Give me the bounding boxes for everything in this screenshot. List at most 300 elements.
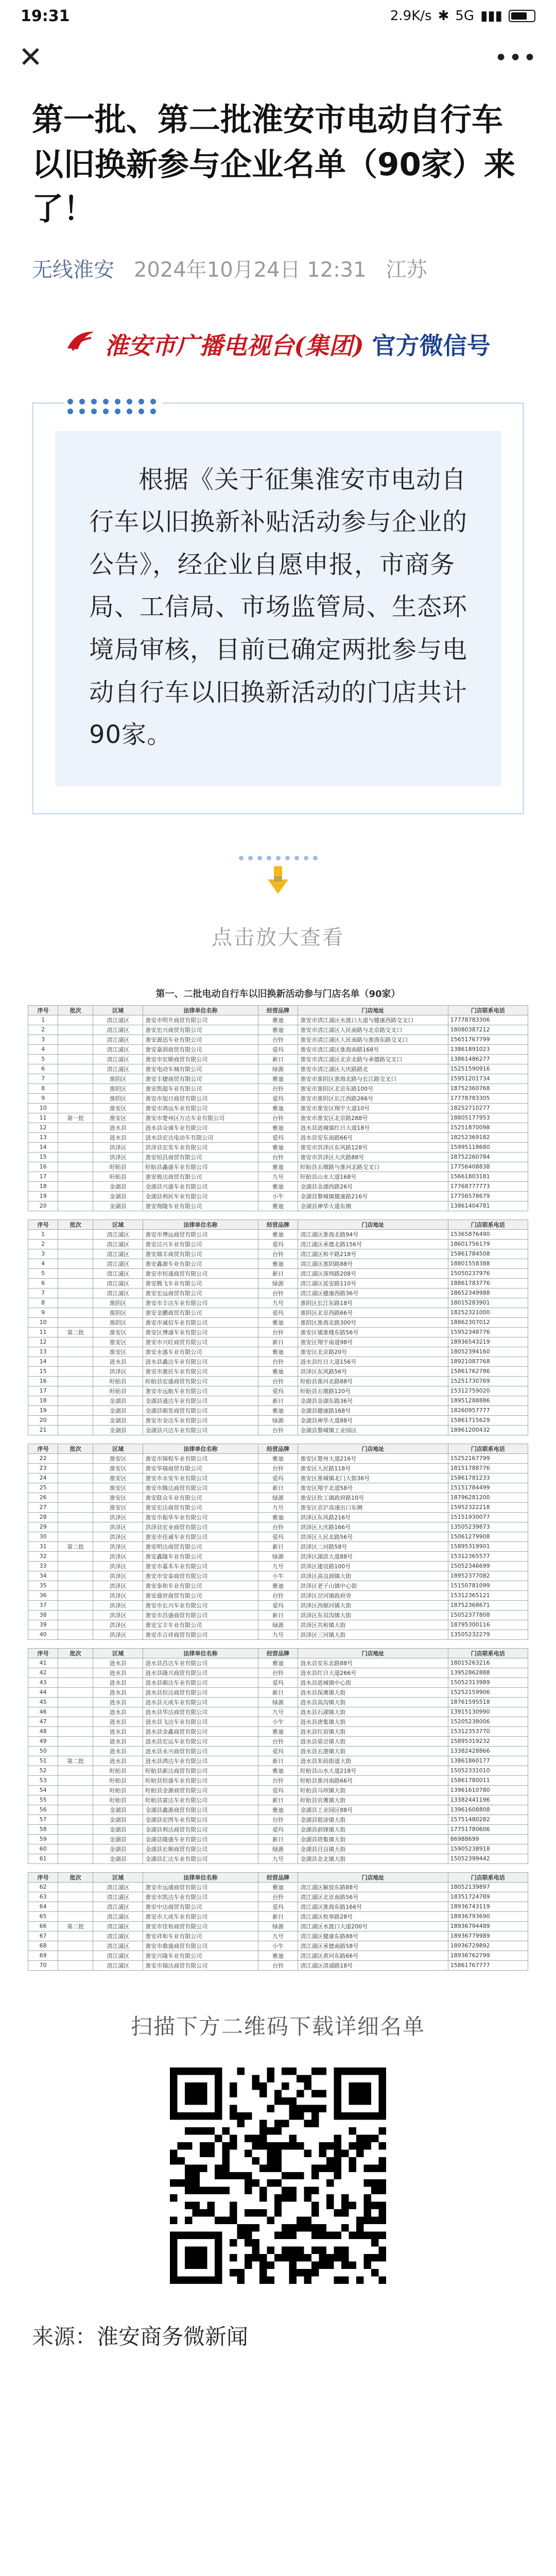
table-row: [28, 1668, 528, 1677]
table-cell: 58: [28, 1824, 58, 1834]
table-row: [28, 1044, 528, 1054]
table-cell: 15895319232: [448, 1736, 528, 1746]
table-row: [28, 1590, 528, 1600]
table-row: [28, 1327, 528, 1337]
table-row: [28, 1425, 528, 1435]
batch-cell: [58, 1074, 93, 1083]
table-cell: 盱眙县五墩路与淮河北路交叉口: [298, 1162, 448, 1172]
batch-cell: [58, 1191, 93, 1201]
status-time: 19:31: [21, 7, 70, 25]
table-cell: 金湖县神华大道东侧: [298, 1201, 448, 1211]
table-cell: 淮安祥和车业有限公司: [143, 1931, 258, 1941]
table-cell: 33: [28, 1561, 58, 1571]
table-cell: 淮安区翔宇南道98号: [298, 1337, 448, 1347]
table-cell: 淮安市锦程车业有限公司: [143, 1453, 258, 1463]
table-cell: 57: [28, 1815, 58, 1824]
table-row: [28, 1366, 528, 1376]
table-row: [28, 1463, 528, 1473]
table-row: [28, 1453, 528, 1463]
table-cell: 金湖县: [93, 1854, 143, 1863]
batch-cell: [58, 1396, 93, 1405]
table-cell: 涟水县: [93, 1357, 143, 1366]
table-cell: 淮安源迅车业有限公司: [143, 1035, 258, 1044]
table-cell: 24: [28, 1473, 58, 1483]
table-cell: 4: [28, 1044, 58, 1054]
batch-cell: [58, 1172, 93, 1181]
batch-cell: [58, 1044, 93, 1054]
table-cell: 淮安华瑞商贸有限公司: [143, 1463, 258, 1473]
table-cell: 3: [28, 1035, 58, 1044]
table-cell: 淮安市淮阴区北京东路100号: [298, 1083, 448, 1093]
table-cell: 淮安宏远商贸有限公司: [143, 1288, 258, 1298]
table-cell: 66: [28, 1921, 58, 1931]
table-cell: 清江浦区健康西路36号: [298, 1288, 448, 1298]
table-cell: 清江浦区: [93, 1902, 143, 1911]
table-cell: 淮安市淮阴区淮海北路与长江路交叉口: [298, 1074, 448, 1083]
batch-cell: [58, 1687, 93, 1697]
table-row: [28, 1532, 528, 1541]
table-cell: 盱眙县山水大道168号: [298, 1172, 448, 1181]
table-cell: 爱玛: [258, 1677, 298, 1687]
table-cell: 25: [28, 1483, 58, 1493]
table-cell: 38: [28, 1610, 58, 1620]
table-cell: 台铃: [258, 1035, 298, 1044]
table-cell: 22: [28, 1453, 58, 1463]
table-cell: 51: [28, 1756, 58, 1766]
table-cell: 17756578679: [448, 1191, 528, 1201]
table-header-cell: 门店联系电话: [448, 1219, 528, 1229]
table-header-cell: 区域: [93, 1872, 143, 1882]
table-cell: 18801558388: [448, 1259, 528, 1268]
table-cell: 淮安市淮安区北京路288号: [298, 1113, 448, 1123]
table-cell: 15312365577: [448, 1551, 528, 1561]
table-cell: 15312353770: [448, 1726, 528, 1736]
table-cell: 金湖县: [93, 1201, 143, 1211]
table-cell: 洪泽区: [93, 1551, 143, 1561]
table-cell: 18936743119: [448, 1902, 528, 1911]
table-cell: 15052377808: [448, 1610, 528, 1620]
batch-cell: [58, 1152, 93, 1162]
table-cell: 13861404781: [448, 1201, 528, 1211]
table-cell: 15661803181: [448, 1172, 528, 1181]
table-cell: 盱眙县马坝镇大街: [298, 1785, 448, 1795]
table-cell: 雅迪: [258, 1581, 298, 1590]
table-row: [28, 1551, 528, 1561]
table-header-cell: 批次: [58, 1648, 93, 1658]
source-line: [0, 2320, 556, 2351]
table-cell: 洪泽区: [93, 1366, 143, 1376]
table-header-cell: 门店地址: [298, 1872, 448, 1882]
table-cell: 淮安市大成车业有限公司: [143, 1911, 258, 1921]
table-cell: 清江浦区和平路218号: [298, 1249, 448, 1259]
batch-cell: [58, 1278, 93, 1288]
table-cell: 金湖县: [93, 1181, 143, 1191]
table-title: 第一、二批电动自行车以旧换新活动参与门店名单（90家）: [155, 988, 401, 999]
table-cell: 涟水县: [93, 1658, 143, 1668]
table-cell: 雅迪: [258, 1317, 298, 1327]
table-header-cell: 批次: [58, 1219, 93, 1229]
table-cell: 15052346699: [448, 1561, 528, 1571]
table-row: [28, 1386, 528, 1396]
table-cell: 金湖县: [93, 1834, 143, 1844]
batch-cell: [58, 1357, 93, 1366]
table-cell: 19: [28, 1191, 58, 1201]
table-cell: 雅迪: [258, 1201, 298, 1211]
table-row: [28, 1113, 528, 1123]
batch-cell: [58, 1035, 93, 1044]
table-cell: 清江浦区延安路110号: [298, 1278, 448, 1288]
table-cell: 洪泽区: [93, 1610, 143, 1620]
table-cell: 淮安区: [93, 1327, 143, 1337]
table-cell: 淮安市明升商贸有限公司: [143, 1015, 258, 1025]
table-cell: 洪泽区东双沟镇大街: [298, 1610, 448, 1620]
table-cell: 淮安市鸿远车业有限公司: [143, 1103, 258, 1113]
batch-cell: [58, 1268, 93, 1278]
table-cell: 洪泽区: [93, 1532, 143, 1541]
table-cell: 盱眙县宏盛商贸有限公司: [143, 1376, 258, 1386]
dealer-table: [28, 1005, 528, 1211]
table-cell: 绿源: [258, 1493, 298, 1502]
table-cell: 淮阴区: [93, 1074, 143, 1083]
table-cell: 15751480282: [448, 1815, 528, 1824]
batch-cell: [58, 1571, 93, 1581]
publish-location: 江苏: [386, 258, 427, 282]
table-cell: 涟水县朱码街道大街: [298, 1756, 448, 1766]
table-cell: 清江浦区: [93, 1015, 143, 1025]
table-cell: 淮安宏兴商贸有限公司: [143, 1025, 258, 1035]
table-row: [28, 1162, 528, 1172]
table-cell: 新日: [258, 1396, 298, 1405]
table-cell: 淮安中达商贸有限公司: [143, 1902, 258, 1911]
table-cell: 清江浦区: [93, 1064, 143, 1074]
table-cell: 雅迪: [258, 1805, 298, 1815]
batch-cell: [58, 1025, 93, 1035]
table-cell: 淮安市清江浦区北京北路与承德路交叉口: [298, 1054, 448, 1064]
table-cell: 涟水县涟城镇中心街: [298, 1677, 448, 1687]
table-header-cell: 经营品牌: [258, 1444, 298, 1453]
table-row: [28, 1239, 528, 1249]
table-cell: 小牛: [258, 1941, 298, 1951]
table-cell: 17778783306: [448, 1015, 528, 1025]
table-cell: 涟水县宏达电动车有限公司: [143, 1132, 258, 1142]
table-cell: 新日: [258, 1268, 298, 1278]
qr-code[interactable]: [170, 2067, 386, 2284]
table-cell: 淮安市旭日商贸有限公司: [143, 1093, 258, 1103]
table-row: [28, 1697, 528, 1707]
table-header-cell: 批次: [58, 1444, 93, 1453]
table-cell: 盱眙县: [93, 1795, 143, 1805]
table-cell: 32: [28, 1551, 58, 1561]
table-cell: 1: [28, 1229, 58, 1239]
table-row: [28, 1103, 528, 1113]
bluetooth-icon: ✱: [438, 8, 449, 24]
batch-cell: [58, 1795, 93, 1805]
batch-cell: [58, 1882, 93, 1892]
table-cell: 清江浦区解放东路88号: [298, 1882, 448, 1892]
table-cell: 雅迪: [258, 1951, 298, 1960]
table-cell: 台铃: [258, 1736, 298, 1746]
more-icon[interactable]: •••: [494, 44, 537, 71]
close-icon[interactable]: ✕: [19, 41, 43, 74]
table-cell: 34: [28, 1571, 58, 1581]
table-row: [28, 1483, 528, 1493]
table-row: [28, 1123, 528, 1132]
table-cell: 雅迪: [258, 1766, 298, 1775]
table-cell: 15952322218: [448, 1502, 528, 1512]
table-cell: 清江浦区淮阴路88号: [298, 1259, 448, 1268]
table-cell: 绿源: [258, 1551, 298, 1561]
table-cell: 18861783776: [448, 1278, 528, 1288]
table-row: [28, 1620, 528, 1630]
table-cell: 淮安泰和车业有限公司: [143, 1581, 258, 1590]
batch-cell: [58, 1347, 93, 1357]
table-row: [28, 1541, 528, 1551]
table-cell: 九号: [258, 1707, 298, 1717]
table-cell: 清江浦区深圳路208号: [298, 1268, 448, 1278]
network-speed: 2.9K/s: [390, 8, 432, 24]
decorative-dots-icon: [64, 397, 162, 417]
table-cell: 盱眙县恒盛车业有限公司: [143, 1775, 258, 1785]
table-row: [28, 1064, 528, 1074]
table-row: [28, 1347, 528, 1357]
batch-cell: 第一批: [58, 1113, 93, 1123]
table-cell: 台铃: [258, 1152, 298, 1162]
table-cell: 盱眙县: [93, 1386, 143, 1396]
batch-cell: [58, 1162, 93, 1172]
table-cell: 15651767799: [448, 1035, 528, 1044]
table-cell: 新日: [258, 1541, 298, 1551]
table-cell: 淮阴区北京西路66号: [298, 1308, 448, 1317]
table-cell: 金湖县: [93, 1425, 143, 1435]
table-cell: 九号: [258, 1561, 298, 1571]
table-cell: 淮安骏达商贸有限公司: [143, 1172, 258, 1181]
table-cell: 洪泽区: [93, 1561, 143, 1571]
table-cell: 46: [28, 1707, 58, 1717]
table-cell: 盱眙县富达车业有限公司: [143, 1795, 258, 1805]
notice-text: 根据《关于征集淮安市电动自行车以旧换新补贴活动参与企业的公告》，经企业自愿申报，市商务局、工信局、市场监管局、生态环境局审核，目前已确定两批参与电动自行车以旧换新活动的门店共计90家。: [89, 465, 468, 750]
table-cell: 60: [28, 1844, 58, 1854]
table-header-cell: 法律单位名称: [143, 1219, 258, 1229]
batch-cell: [58, 1132, 93, 1142]
table-cell: 淮安达兴车业有限公司: [143, 1239, 258, 1249]
batch-cell: [58, 1931, 93, 1941]
batch-cell: [58, 1463, 93, 1473]
table-row: [28, 1785, 528, 1795]
batch-cell: [58, 1902, 93, 1911]
table-cell: 雅迪: [258, 1181, 298, 1191]
table-cell: 涟水县: [93, 1746, 143, 1756]
table-cell: 淮安区: [93, 1453, 143, 1463]
table-cell: 淮安腾飞车业有限公司: [143, 1278, 258, 1288]
table-cell: 涟水县: [93, 1668, 143, 1677]
table-row: [28, 1229, 528, 1239]
batch-cell: [58, 1630, 93, 1639]
table-cell: 淮安市佳诚车业有限公司: [143, 1532, 258, 1541]
table-cell: 盱眙县鑫盛车业有限公司: [143, 1162, 258, 1172]
table-cell: 清江浦区: [93, 1044, 143, 1054]
dealer-table: [28, 1872, 528, 1971]
table-cell: 42: [28, 1668, 58, 1677]
account-name-link[interactable]: 无线淮安: [32, 258, 114, 282]
table-cell: 九号: [258, 1630, 298, 1639]
table-cell: 5: [28, 1268, 58, 1278]
table-cell: 涟水县: [93, 1677, 143, 1687]
table-cell: 16: [28, 1376, 58, 1386]
table-cell: 18936793690: [448, 1911, 528, 1921]
batch-cell: [58, 1785, 93, 1795]
table-cell: 15251730769: [448, 1376, 528, 1386]
batch-cell: [58, 1366, 93, 1376]
table-cell: 爱玛: [258, 1785, 298, 1795]
table-cell: 九号: [258, 1172, 298, 1181]
table-cell: 涟水县永兴商贸有限公司: [143, 1746, 258, 1756]
scan-hint: 扫描下方二维码下载详细名单: [130, 2013, 425, 2039]
table-cell: 爱玛: [258, 1093, 298, 1103]
table-row: [28, 1834, 528, 1844]
table-cell: 淮安市清江浦区大庆路路北: [298, 1064, 448, 1074]
table-cell: 金湖县: [93, 1191, 143, 1201]
table-cell: 15951201734: [448, 1074, 528, 1083]
table-cell: 清江浦区: [93, 1268, 143, 1278]
batch-cell: [58, 1123, 93, 1132]
table-cell: 台铃: [258, 1522, 298, 1532]
table-cell: 8: [28, 1083, 58, 1093]
table-cell: 清江浦区: [93, 1882, 143, 1892]
table-header-cell: 门店地址: [298, 1648, 448, 1658]
table-cell: 15061279908: [448, 1532, 528, 1541]
table-cell: 金湖县神华大道88号: [298, 1415, 448, 1425]
table-row: [28, 1035, 528, 1044]
table-cell: 涟水县恒达商贸有限公司: [143, 1687, 258, 1697]
table-cell: 17778783305: [448, 1093, 528, 1103]
table-cell: 台铃: [258, 1357, 298, 1366]
table-cell: 小牛: [258, 1191, 298, 1201]
table-header-cell: 门店联系电话: [448, 1648, 528, 1658]
table-cell: 淮安市淮阴区长江西路266号: [298, 1093, 448, 1103]
table-cell: 盱眙县: [93, 1376, 143, 1386]
table-cell: 15905238918: [448, 1844, 528, 1854]
table-cell: 13861860177: [448, 1756, 528, 1766]
batch-cell: [58, 1707, 93, 1717]
table-cell: 洪泽县宏业商贸有限公司: [143, 1522, 258, 1532]
table-cell: 19: [28, 1405, 58, 1415]
nav-bar: [0, 32, 556, 83]
batch-cell: [58, 1054, 93, 1064]
dealer-list-image[interactable]: [21, 984, 535, 1982]
table-cell: 69: [28, 1951, 58, 1960]
table-cell: 洪泽区西顺河镇大街: [298, 1600, 448, 1610]
table-cell: 清江浦区: [93, 1951, 143, 1960]
batch-cell: [58, 1775, 93, 1785]
batch-cell: [58, 1951, 93, 1960]
table-cell: 15312365121: [448, 1590, 528, 1600]
table-cell: 16: [28, 1162, 58, 1172]
table-cell: 淮安宏达商贸有限公司: [143, 1502, 258, 1512]
table-cell: 洪泽区老子山镇中心街: [298, 1581, 448, 1590]
table-cell: 涟水县: [93, 1717, 143, 1726]
batch-cell: [58, 1561, 93, 1571]
table-cell: 淮安金鹏商贸有限公司: [143, 1308, 258, 1317]
table-row: [28, 1630, 528, 1639]
batch-cell: [58, 1376, 93, 1386]
table-cell: 淮安市惠民车业有限公司: [143, 1366, 258, 1376]
table-cell: 清江浦区健康东路88号: [298, 1931, 448, 1941]
table-cell: 洪泽区: [93, 1581, 143, 1590]
table-row: [28, 1677, 528, 1687]
table-cell: 新日: [258, 1337, 298, 1347]
table-cell: 65: [28, 1911, 58, 1921]
table-cell: 淮安区博通车业有限公司: [143, 1327, 258, 1337]
table-cell: 15895319901: [448, 1541, 528, 1551]
source-label: 来源：: [32, 2324, 97, 2349]
table-header-cell: 经营品牌: [258, 1005, 298, 1015]
dealer-table: [28, 1648, 528, 1864]
table-cell: 洪泽区: [93, 1152, 143, 1162]
batch-cell: [58, 1834, 93, 1844]
table-cell: 18752368671: [448, 1600, 528, 1610]
table-cell: 18761595518: [448, 1697, 528, 1707]
table-row: [28, 1882, 528, 1892]
table-cell: 九号: [258, 1854, 298, 1863]
table-cell: 15251870098: [448, 1123, 528, 1132]
table-row: [28, 1892, 528, 1902]
table-cell: 18151788776: [448, 1463, 528, 1473]
table-cell: 爱玛: [258, 1239, 298, 1249]
table-cell: 金湖县兴达车业有限公司: [143, 1425, 258, 1435]
table-row: [28, 1658, 528, 1668]
table-cell: 金湖县金北镇大街: [298, 1854, 448, 1863]
table-cell: 洪泽区高良涧镇大街: [298, 1571, 448, 1581]
table-cell: 18252369182: [448, 1132, 528, 1142]
table-row: [28, 1707, 528, 1717]
table-cell: 13952862888: [448, 1668, 528, 1677]
table-cell: 47: [28, 1717, 58, 1726]
table-cell: 29: [28, 1522, 58, 1532]
table-cell: 洪泽区三河镇大街: [298, 1630, 448, 1639]
table-cell: 淮安市丰达车业有限公司: [143, 1298, 258, 1308]
table-cell: 18652349988: [448, 1288, 528, 1298]
table-cell: 12: [28, 1337, 58, 1347]
table-cell: 15861780011: [448, 1775, 528, 1785]
table-cell: 金湖县吕良镇大街: [298, 1844, 448, 1854]
table-cell: 雅迪: [258, 1347, 298, 1357]
table-cell: 15052313989: [448, 1677, 528, 1687]
table-cell: 雅迪: [258, 1726, 298, 1736]
table-cell: 涟水县: [93, 1726, 143, 1736]
table-row: [28, 1317, 528, 1327]
table-row: [28, 1172, 528, 1181]
table-cell: 70: [28, 1960, 58, 1970]
batch-cell: [58, 1766, 93, 1775]
table-header-cell: 区域: [93, 1005, 143, 1015]
table-cell: 台铃: [258, 1425, 298, 1435]
table-cell: 台铃: [258, 1892, 298, 1902]
batch-cell: [58, 1658, 93, 1668]
table-cell: 15151784499: [448, 1483, 528, 1493]
table-cell: 清江浦区: [93, 1249, 143, 1259]
table-cell: 86988699: [448, 1834, 528, 1844]
table-row: [28, 1181, 528, 1191]
table-cell: 67: [28, 1931, 58, 1941]
table-cell: 盱眙县: [93, 1766, 143, 1775]
table-cell: 淮安宝丰车业有限公司: [143, 1620, 258, 1630]
table-cell: 淮安市清江浦区人民南路与淮海东路交叉口: [298, 1035, 448, 1044]
table-cell: 淮安凯超车业有限公司: [143, 1083, 258, 1093]
table-cell: 淮安市博远商贸有限公司: [143, 1229, 258, 1239]
table-cell: 淮安区: [93, 1113, 143, 1123]
table-cell: 涟水县保滩镇大街: [298, 1687, 448, 1697]
batch-cell: [58, 1824, 93, 1834]
